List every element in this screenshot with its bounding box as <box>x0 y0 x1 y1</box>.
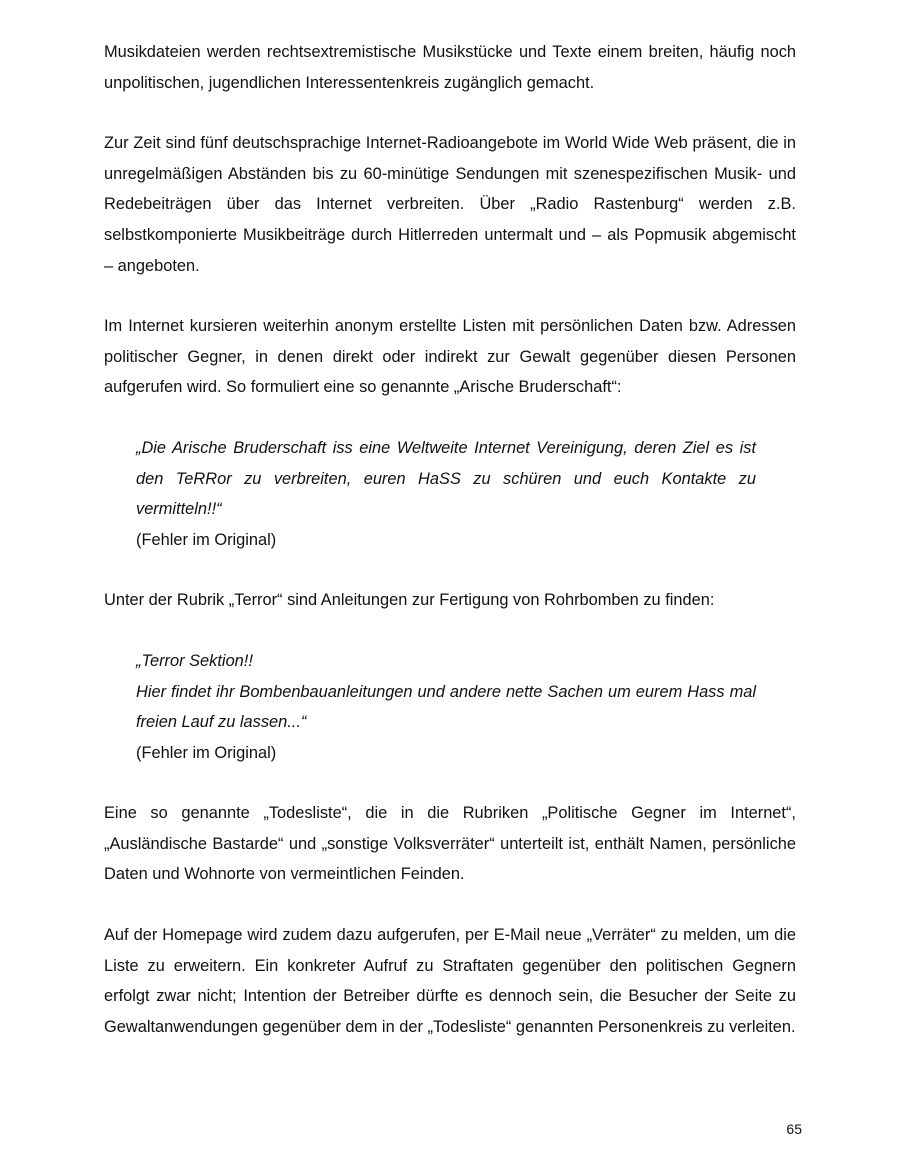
page-number: 65 <box>786 1121 802 1137</box>
quote-line-2: Hier findet ihr Bombenbauanleitungen und andere nette Sachen um eurem Hass mal freien Lauf zu lassen...“ <box>136 682 756 732</box>
paragraph-music-files: Musikdateien werden rechtsextremistische Musikstücke und Texte einem breiten, häufig noch unpolitischen, jugendlichen Interessentenkreis zugänglich gemacht. <box>104 43 796 92</box>
paragraph-anonymous-lists: Im Internet kursieren weiterhin anonym erstellte Listen mit persönlichen Daten bzw. Adressen politischer Gegner, in denen direkt oder indirekt zur Gewalt gegenüber diesen Personen aufgerufen wird. So formuliert eine so genannte „Arische Bruderschaft“: <box>104 317 796 397</box>
quote-line-1: „Terror Sektion!! <box>136 651 253 670</box>
quote-note: (Fehler im Original) <box>136 530 277 549</box>
quote-arische-bruderschaft <box>136 433 756 555</box>
paragraph-internet-radio: Zur Zeit sind fünf deutschsprachige Internet-Radioangebote im World Wide Web präsent, die in unregelmäßigen Abständen bis zu 60-minütige Sendungen mit szenespezifischen Musik- und Redebeiträgen über das Internet verbreiten. Über „Radio Rastenburg“ werden z.B. selbstkomponierte Musikbeiträge durch Hitlerreden untermalt und – als Popmusik abgemischt – angeboten. <box>104 134 796 275</box>
document-page <box>104 37 796 1042</box>
quote-terror-sektion <box>136 646 756 768</box>
quote-note: (Fehler im Original) <box>136 743 277 762</box>
paragraph-terror-rubric: Unter der Rubrik „Terror“ sind Anleitungen zur Fertigung von Rohrbomben zu finden: <box>104 591 715 610</box>
quote-text: „Die Arische Bruderschaft iss eine Weltweite Internet Vereinigung, deren Ziel es ist den TeRRor zu verbreiten, euren HaSS zu schüren und euch Kontakte zu vermitteln!!“ <box>136 438 756 519</box>
paragraph-todesliste: Eine so genannte „Todesliste“, die in die Rubriken „Politische Gegner im Internet“, „Ausländische Bastarde“ und „sonstige Volksverräter“ unterteilt ist, enthält Namen, persönliche Daten und Wohnorte von vermeintlichen Feinden. <box>104 804 796 884</box>
paragraph-homepage-call: Auf der Homepage wird zudem dazu aufgerufen, per E-Mail neue „Verräter“ zu melden, um die Liste zu erweitern. Ein konkreter Aufruf zu Straftaten gegenüber den politischen Gegnern erfolgt zwar nicht; Intention der Betreiber dürfte es dennoch sein, die Besucher der Seite zu Gewaltanwendungen gegenüber dem in der „Todesliste“ genannten Personenkreis zu verleiten. <box>104 926 796 1036</box>
